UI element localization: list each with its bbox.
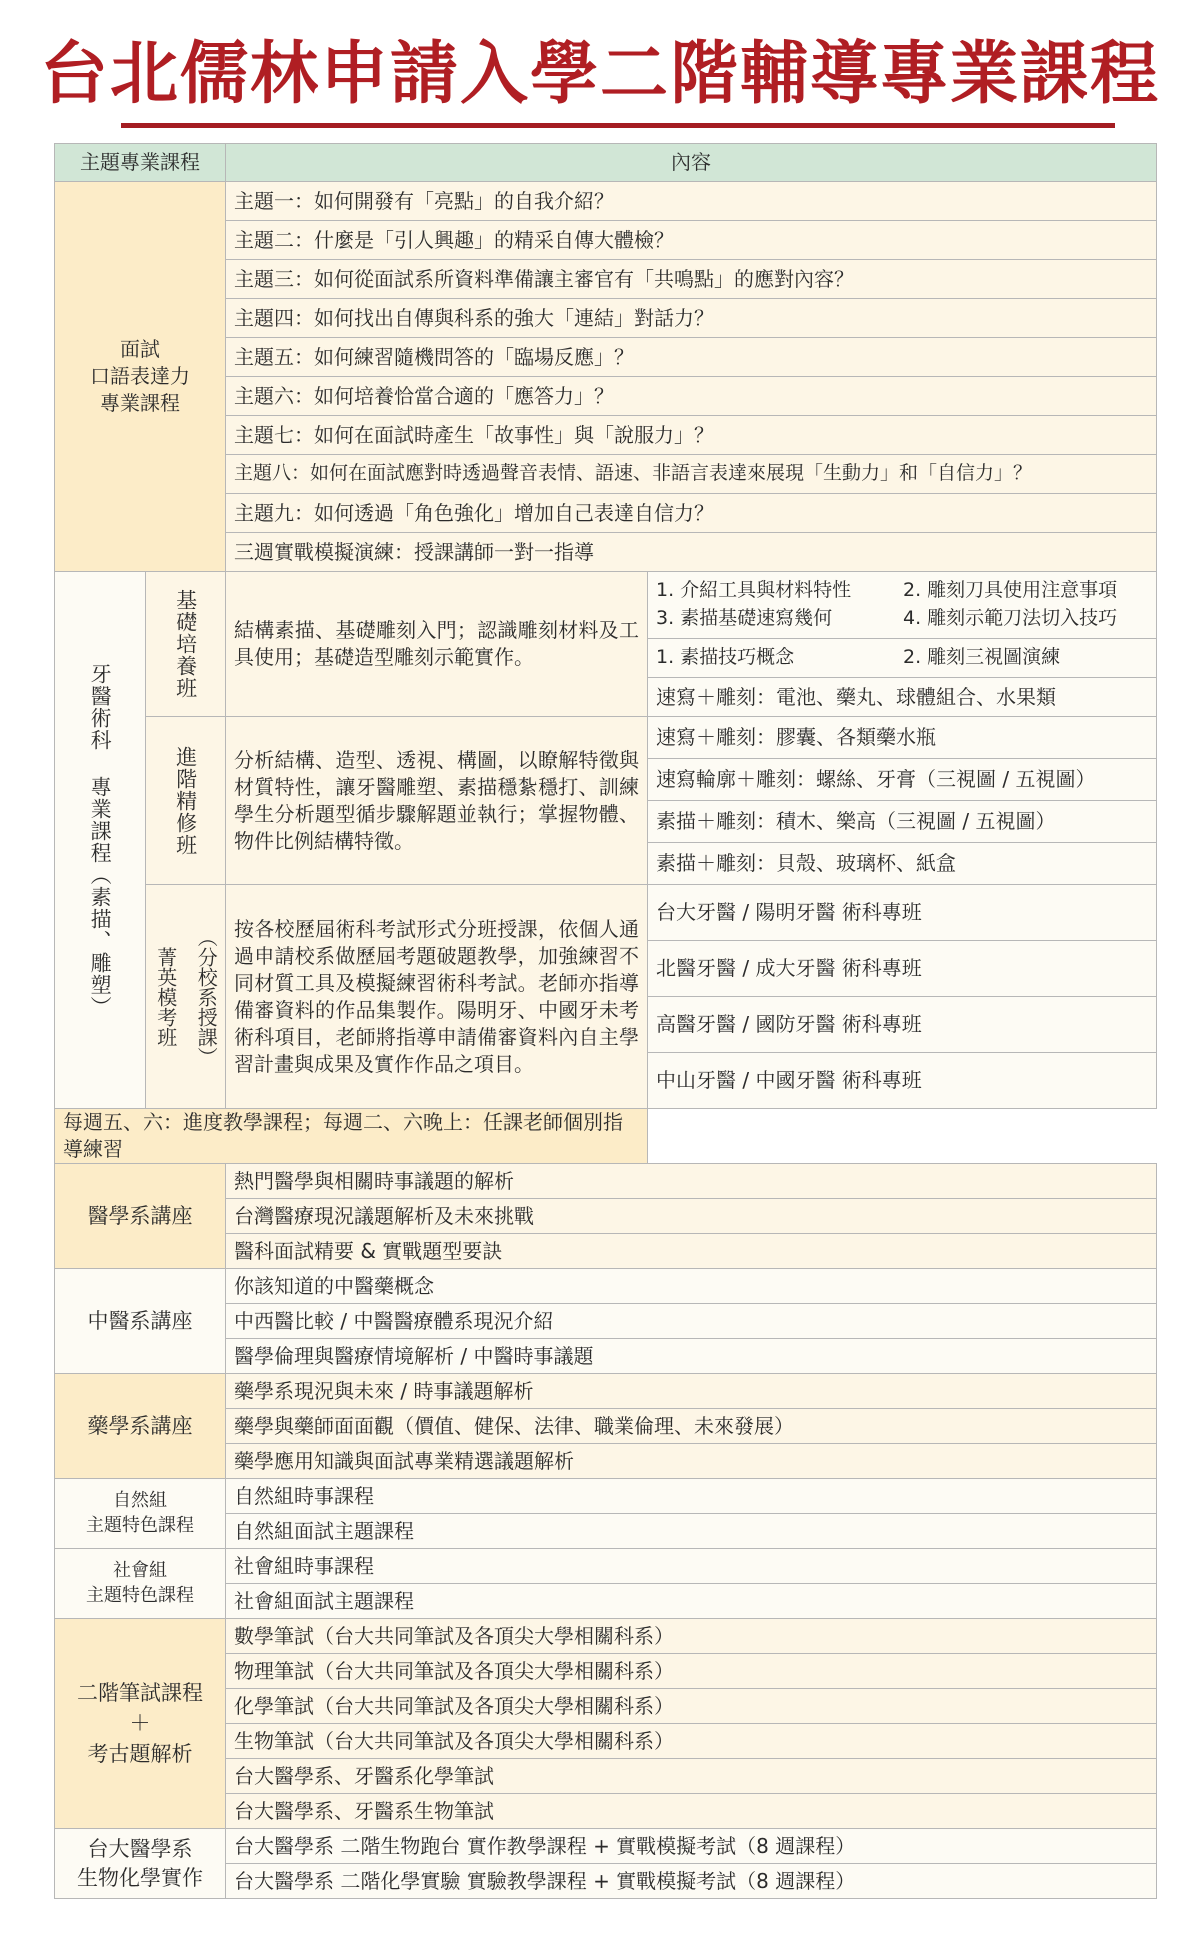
written-item: 化學筆試（台大共同筆試及各頂尖大學相關科系） [226, 1689, 1157, 1724]
basic-topic: 2. 雕刻刀具使用注意事項 [903, 579, 1118, 602]
header-content: 內容 [226, 144, 1157, 182]
science-item: 自然組時事課程 [226, 1479, 1157, 1514]
table-row [55, 717, 1157, 759]
advanced-item: 素描＋雕刻：貝殼、玻璃杯、紙盒 [648, 843, 1157, 885]
basic-topic-3: 速寫＋雕刻：電池、藥丸、球體組合、水果類 [648, 678, 1157, 717]
advanced-item: 速寫輪廓＋雕刻：螺絲、牙膏（三視圖 / 五視圖） [648, 759, 1157, 801]
interview-item: 主題六：如何培養恰當合適的「應答力」？ [226, 377, 1157, 416]
social-label-line: 社會組 [113, 1560, 167, 1582]
interview-item: 主題二：什麼是「引人興趣」的精采自傳大體檢？ [226, 221, 1157, 260]
basic-class-desc: 結構素描、基礎雕刻入門；認識雕刻材料及工具使用；基礎造型雕刻示範實作。 [226, 572, 648, 717]
page-title: 台北儒林申請入學二階輔導專業課程 [39, 34, 1160, 114]
table-row [55, 1164, 1157, 1199]
interview-label-line: 專業課程 [100, 391, 180, 415]
dental-label-text: 牙醫術科 專業課程（素描、雕塑） [88, 662, 113, 1018]
table-row [55, 1269, 1157, 1304]
advanced-item: 速寫＋雕刻：膠囊、各類藥水瓶 [648, 717, 1157, 759]
interview-label-line: 面試 [120, 337, 160, 361]
basic-class-label [146, 572, 226, 717]
elite-class-label-sub: （分校系授課） [194, 926, 219, 1067]
ntu-label-line: 台大醫學系 [87, 1837, 193, 1862]
social-label-line: 主題特色課程 [86, 1584, 194, 1606]
elite-class-label-text: 菁英模考班 [153, 946, 178, 1047]
basic-topic: 1. 素描技巧概念 [656, 646, 795, 669]
table-row [55, 1619, 1157, 1654]
social-item: 社會組面試主題課程 [226, 1584, 1157, 1619]
elite-item: 高醫牙醫 / 國防牙醫 術科專班 [648, 997, 1157, 1053]
chinese-medicine-item: 你該知道的中醫藥概念 [226, 1269, 1157, 1304]
chinese-medicine-item: 中西醫比較 / 中醫醫療體系現況介紹 [226, 1304, 1157, 1339]
basic-topics-2 [648, 639, 1157, 678]
written-item: 台大醫學系、牙醫系化學筆試 [226, 1759, 1157, 1794]
interview-item: 主題八：如何在面試應對時透過聲音表情、語速、非語言表達來展現「生動力」和「自信力」？ [226, 455, 1157, 494]
medicine-label: 醫學系講座 [55, 1164, 226, 1269]
ntu-label-line: 生物化學實作 [77, 1865, 203, 1890]
advanced-class-label [146, 717, 226, 885]
ntu-label [55, 1829, 226, 1899]
interview-label [55, 182, 226, 572]
pharmacy-item: 藥學應用知識與面試專業精選議題解析 [226, 1444, 1157, 1479]
table-row [55, 182, 1157, 221]
written-item: 台大醫學系、牙醫系生物筆試 [226, 1794, 1157, 1829]
table-row [55, 572, 1157, 639]
interview-item: 三週實戰模擬演練：授課講師一對一指導 [226, 533, 1157, 572]
ntu-item: 台大醫學系 二階生物跑台 實作教學課程 + 實戰模擬考試（8 週課程） [226, 1829, 1157, 1864]
elite-class-desc: 按各校歷屆術科考試形式分班授課，依個人通過申請校系做歷屆考題破題教學，加強練習不同材質工具及模擬練習術科考試。老師亦指導備審資料的作品集製作。陽明牙、中國牙未考術科項目，老師將指導申請備審資料內自主學習計畫與成果及實作作品之項目。 [226, 885, 648, 1109]
science-label [55, 1479, 226, 1549]
medicine-item: 醫科面試精要 & 實戰題型要訣 [226, 1234, 1157, 1269]
table-row [55, 1549, 1157, 1584]
table-row [55, 1374, 1157, 1409]
interview-item: 主題三：如何從面試系所資料準備讓主審官有「共鳴點」的應對內容？ [226, 260, 1157, 299]
pharmacy-item: 藥學與藥師面面觀（價值、健保、法律、職業倫理、未來發展） [226, 1409, 1157, 1444]
medicine-item: 熱門醫學與相關時事議題的解析 [226, 1164, 1157, 1199]
advanced-class-desc: 分析結構、造型、透視、構圖，以瞭解特徵與材質特性，讓牙醫雕塑、素描穩紮穩打、訓練學生分析題型循步驟解題並執行；掌握物體、物件比例結構特徵。 [226, 717, 648, 885]
interview-item: 主題五：如何練習隨機問答的「臨場反應」？ [226, 338, 1157, 377]
science-label-line: 自然組 [113, 1490, 167, 1512]
dental-schedule: 每週五、六：進度教學課程；每週二、六晚上：任課老師個別指導練習 [55, 1109, 648, 1164]
header-topic: 主題專業課程 [55, 144, 226, 182]
social-item: 社會組時事課程 [226, 1549, 1157, 1584]
written-label-line: 二階筆試課程 [77, 1680, 203, 1705]
elite-item: 北醫牙醫 / 成大牙醫 術科專班 [648, 941, 1157, 997]
table-header [55, 144, 1157, 182]
basic-topic: 2. 雕刻三視圖演練 [903, 646, 1061, 669]
interview-item: 主題九：如何透過「角色強化」增加自己表達自信力？ [226, 494, 1157, 533]
elite-item: 中山牙醫 / 中國牙醫 術科專班 [648, 1053, 1157, 1109]
written-item: 物理筆試（台大共同筆試及各頂尖大學相關科系） [226, 1654, 1157, 1689]
table-row [55, 1109, 1157, 1164]
elite-class-label [146, 885, 226, 1109]
pharmacy-label: 藥學系講座 [55, 1374, 226, 1479]
written-item: 數學筆試（台大共同筆試及各頂尖大學相關科系） [226, 1619, 1157, 1654]
social-label [55, 1549, 226, 1619]
course-table [54, 143, 1157, 1899]
pharmacy-item: 藥學系現況與未來 / 時事議題解析 [226, 1374, 1157, 1409]
interview-item: 主題一：如何開發有「亮點」的自我介紹？ [226, 182, 1157, 221]
chinese-medicine-label: 中醫系講座 [55, 1269, 226, 1374]
table-row [55, 885, 1157, 941]
medicine-item: 台灣醫療現況議題解析及未來挑戰 [226, 1199, 1157, 1234]
table-row [55, 1829, 1157, 1864]
basic-topic: 4. 雕刻示範刀法切入技巧 [903, 607, 1118, 629]
table-row [55, 1479, 1157, 1514]
interview-item: 主題七：如何在面試時產生「故事性」與「說服力」？ [226, 416, 1157, 455]
advanced-item: 素描＋雕刻：積木、樂高（三視圖 / 五視圖） [648, 801, 1157, 843]
written-label-line: ＋ [129, 1711, 151, 1736]
title-underline [121, 123, 1115, 128]
advanced-class-label-text: 進階精修班 [173, 745, 198, 856]
basic-class-label-text: 基礎培養班 [173, 589, 198, 699]
written-label [55, 1619, 226, 1829]
interview-label-line: 口語表達力 [90, 364, 190, 388]
interview-item: 主題四：如何找出自傳與科系的強大「連結」對話力？ [226, 299, 1157, 338]
basic-topics [648, 572, 1157, 639]
ntu-item: 台大醫學系 二階化學實驗 實驗教學課程 + 實戰模擬考試（8 週課程） [226, 1864, 1157, 1899]
written-item: 生物筆試（台大共同筆試及各頂尖大學相關科系） [226, 1724, 1157, 1759]
written-label-line: 考古題解析 [87, 1741, 193, 1766]
science-item: 自然組面試主題課程 [226, 1514, 1157, 1549]
basic-topic: 3. 素描基礎速寫幾何 [656, 607, 833, 629]
basic-topic: 1. 介紹工具與材料特性 [656, 579, 852, 602]
dental-label [55, 572, 146, 1109]
chinese-medicine-item: 醫學倫理與醫療情境解析 / 中醫時事議題 [226, 1339, 1157, 1374]
science-label-line: 主題特色課程 [86, 1514, 194, 1536]
elite-item: 台大牙醫 / 陽明牙醫 術科專班 [648, 885, 1157, 941]
